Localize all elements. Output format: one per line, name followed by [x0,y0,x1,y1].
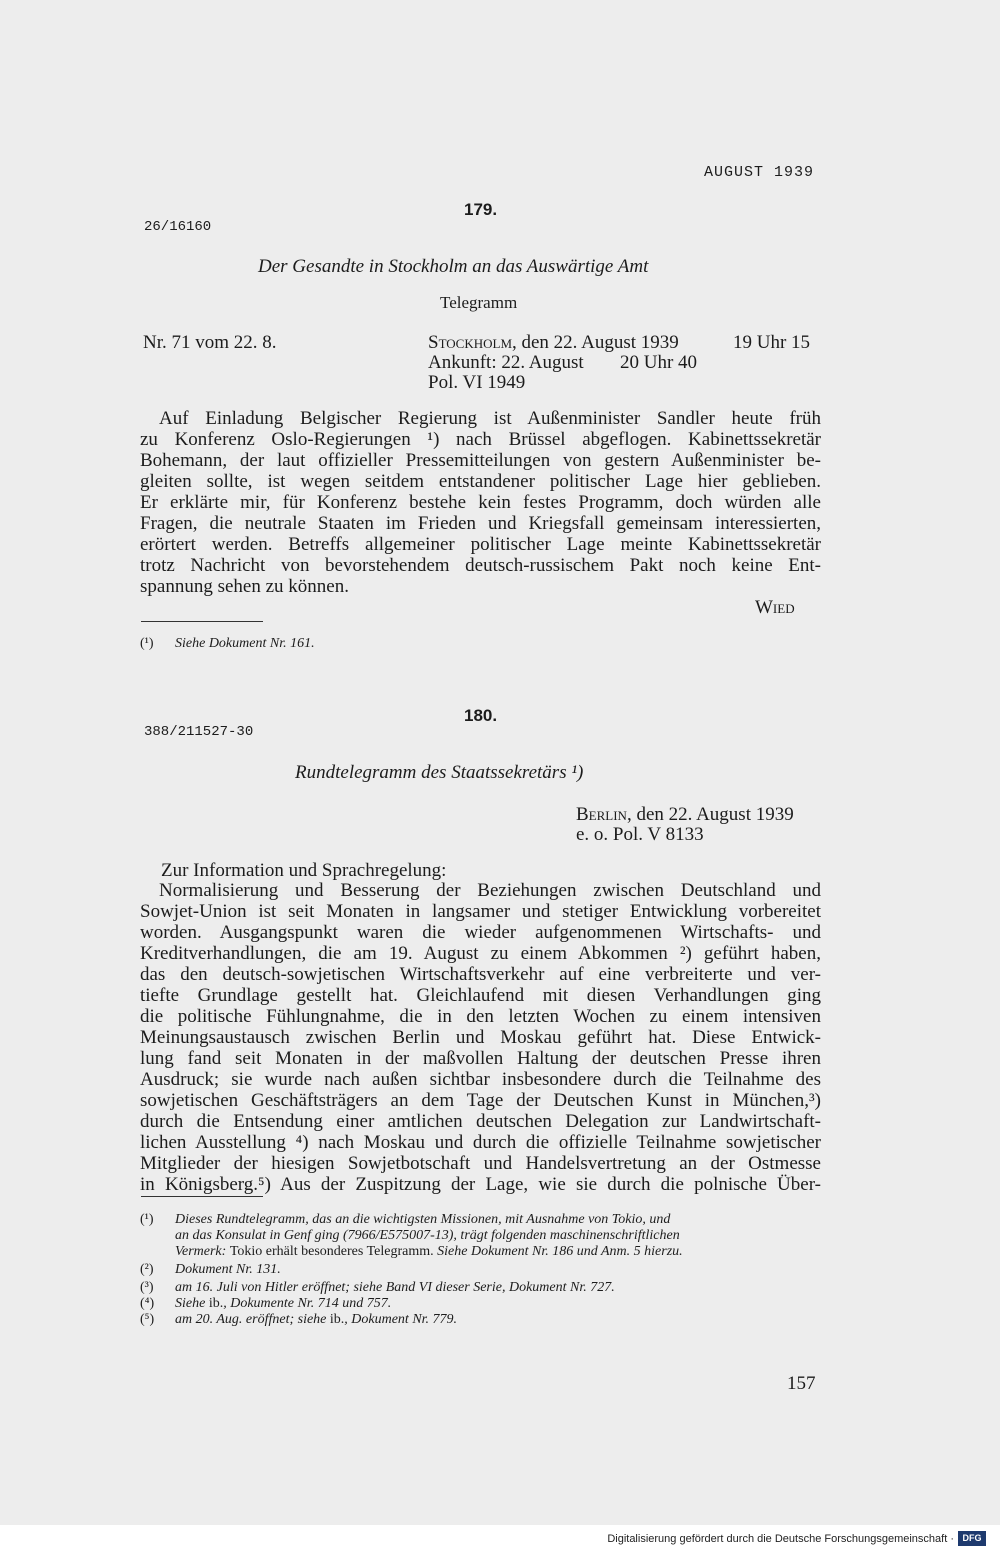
footnote-number: (²) [140,1262,154,1277]
footnote-180-5 [140,1312,830,1328]
footnote-number: (⁴) [140,1296,155,1311]
footnote-number: (¹) [140,1212,154,1227]
pol-reference-179: Pol. VI 1949 [428,372,526,393]
dateline-date-179: , den 22. August 1939 [512,332,679,353]
footnote-line: Dieses Rundtelegramm, das an die wichtigsten Missionen, mit Ausnahme von Tokio, und [175,1212,671,1227]
text-line: lichen Ausstellung ⁴) nach Moskau und durch die offizielle Teilnahme sowjetischer [140,1132,821,1153]
text-line: Meinungsaustausch zwischen Berlin und Moskau geführt hat. Diese Entwick- [140,1027,821,1048]
document-number-180: 180. [464,706,498,725]
footnote-fragment: Tokio erhält besonderes Telegramm. [229,1244,434,1259]
text-line: zu Konferenz Oslo-Regierungen ¹) nach Brüssel abgeflogen. Kabinettssekretär [140,429,821,450]
text-line: Mitglieder der hiesigen Sowjetbotschaft und Handelsvertretung an der Ostmesse [140,1153,821,1174]
footnote-180-4 [140,1296,830,1312]
text-line: durch die Entsendung einer amtlichen deutschen Delegation zur Landwirtschaft- [140,1111,821,1132]
intro-line-180: Zur Information und Sprachregelung: [161,860,447,881]
text-line: in Königsberg.⁵) Aus der Zuspitzung der Lage, wie sie durch die polnische Über- [140,1174,821,1195]
footnote-number: (³) [140,1280,154,1295]
pol-reference-180: e. o. Pol. V 8133 [576,824,704,845]
footnote-line [175,1244,825,1260]
send-time-179: 19 Uhr 15 [733,332,811,353]
text-line: Normalisierung und Besserung der Beziehungen zwischen Deutschland und [159,880,821,901]
document-heading-180: Rundtelegramm des Staatssekretärs ¹) [295,762,584,783]
footnote-text: Dokument Nr. 131. [175,1262,281,1277]
footnote-fragment: Siehe [175,1296,209,1311]
text-line: sowjetischen Geschäftsträgers an dem Tage der Deutschen Kunst in München,³) [140,1090,821,1111]
signature-179: Wied [755,597,795,618]
footnote-fragment: ib. [329,1312,345,1327]
text-line: Er erklärte mir, für Konferenz bestehe kein festes Programm, doch würden alle [140,492,821,513]
arrival-time-179: 20 Uhr 40 [620,352,698,373]
text-line: Kreditverhandlungen, die am 19. August zu einem Abkommen ²) geführt haben, [140,943,821,964]
body-text-179 [140,408,821,597]
dfg-logo-icon: DFG [958,1531,986,1546]
text-line: spannung sehen zu können. [140,576,349,597]
text-line: erörtert werden. Betreffs allgemeiner politischer Lage meinte Kabinettssekretär [140,534,821,555]
footnote-text [175,1296,825,1312]
film-reference-180: 388/211527-30 [144,724,254,740]
footnote-fragment: , Dokument Nr. 779. [344,1312,458,1327]
text-line: Sowjet-Union ist seit Monaten in langsamer und stetiger Entwicklung vorbereitet [140,901,821,922]
arrival-179: Ankunft: 22. August [428,352,584,373]
document-number-179: 179. [464,200,498,219]
page-number: 157 [787,1373,816,1394]
footnote-179-1 [140,636,830,652]
footnote-text [175,1312,825,1328]
text-line: die politische Fühlungnahme, die in den letzten Wochen zu einem intensiven [140,1006,821,1027]
running-head: AUGUST 1939 [704,164,815,181]
footnote-180-1 [140,1212,830,1262]
text-line: trotz Nachricht von bevorstehendem deutsch-russischem Pakt noch keine Ent- [140,555,821,576]
text-line: das den deutsch-sowjetischen Wirtschaftsverkehr auf eine verbreiterte und ver- [140,964,821,985]
digitization-footer [0,1525,1000,1554]
dateline-place-179: Stockholm [428,332,512,353]
dateline-180 [576,804,794,825]
footnote-fragment: Siehe Dokument Nr. 186 und Anm. 5 hierzu. [433,1244,683,1259]
footnote-fragment: Vermerk: [175,1244,230,1259]
footnote-number: (¹) [140,636,154,651]
footnote-fragment: ib. [208,1296,224,1311]
text-line: Fragen, die neutrale Staaten im Frieden und Kriegsfall gemeinsam interessierten, [140,513,821,534]
footnote-line: an das Konsulat in Genf ging (7966/E575007-13), trägt folgenden maschinenschriftlichen [175,1228,680,1243]
text-line: tiefte Grundlage gestellt hat. Gleichlaufend mit diesen Verhandlungen ging [140,985,821,1006]
footnote-number: (⁵) [140,1312,155,1327]
footnote-rule-180 [141,1196,263,1197]
dateline-179 [428,332,679,353]
footnote-text [175,1212,825,1260]
document-heading-179: Der Gesandte in Stockholm an das Auswärtige Amt [258,256,649,277]
text-line: Ausdruck; sie wurde nach außen sichtbar insbesondere durch die Teilnahme des [140,1069,821,1090]
telegram-number: Nr. 71 vom 22. 8. [143,332,277,353]
text-line: Bohemann, der laut offizieller Pressemitteilungen von gestern Außenminister be- [140,450,821,471]
footnote-fragment: am 20. Aug. eröffnet; siehe [175,1312,330,1327]
text-line: Auf Einladung Belgischer Regierung ist Außenminister Sandler heute früh [159,408,821,429]
footnote-text: am 16. Juli von Hitler eröffnet; siehe Band VI dieser Serie, Dokument Nr. 727. [175,1280,615,1295]
text-line: lung fand seit Monaten in der maßvollen Haltung der deutschen Presse ihren [140,1048,821,1069]
film-reference-179: 26/16160 [144,219,212,235]
footnote-fragment: , Dokumente Nr. 714 und 757. [223,1296,392,1311]
digitization-credit: Digitalisierung gefördert durch die Deutsche Forschungsgemeinschaft · [607,1533,954,1545]
footnote-rule-179 [141,621,263,622]
dateline-date-180: , den 22. August 1939 [626,804,794,825]
footnote-text: Siehe Dokument Nr. 161. [175,636,315,651]
body-text-180 [140,880,821,1195]
footnote-180-3 [140,1280,830,1296]
dateline-place-180: Berlin [576,804,627,825]
document-type-179: Telegramm [440,293,518,312]
text-line: gleiten sollte, ist wegen seitdem entstandener politischer Lage hier geblieben. [140,471,821,492]
footnote-180-2 [140,1262,830,1278]
text-line: worden. Ausgangspunkt waren die wieder aufgenommenen Wirtschafts- und [140,922,821,943]
